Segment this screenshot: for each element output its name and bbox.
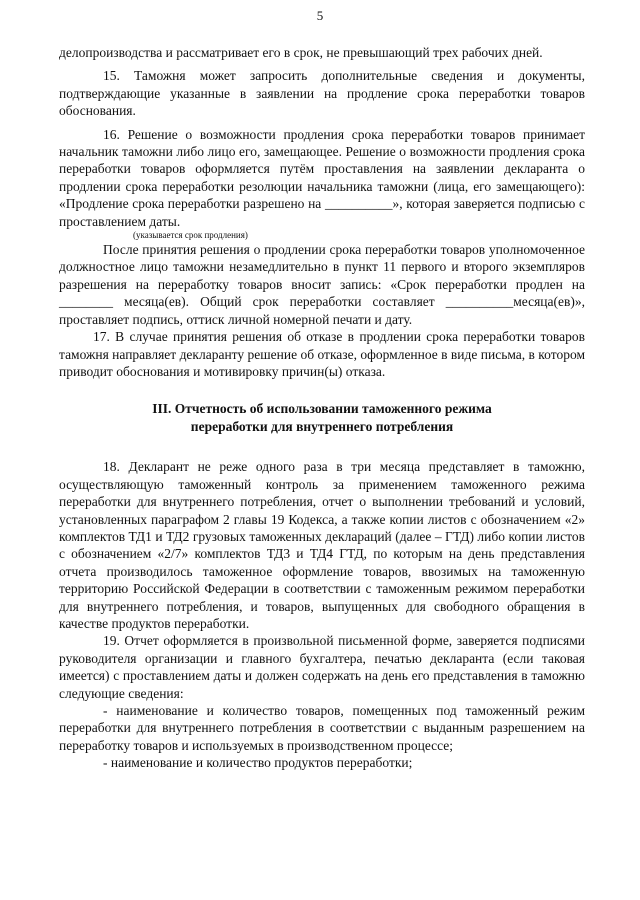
page-number: 5 bbox=[316, 8, 324, 23]
list-item-goods: - наименование и количество товаров, помещенных под таможенный режим переработки для внутреннего потребления в соответствии с выданным разрешением на переработку товаров и используемых в производственном процессе; bbox=[59, 703, 585, 753]
paragraph-19: 19. Отчет оформляется в произвольной письменной форме, заверяется подписями руководителя организации и главного бухгалтера, печатью декларанта (если таковая имеется) с проставлением даты и должен содержать на день его представления в таможню следующие сведения: bbox=[59, 633, 585, 701]
paragraph-continuation: делопроизводства и рассматривает его в срок, не превышающий трех рабочих дней. bbox=[59, 45, 543, 60]
paragraph-18: 18. Декларант не реже одного раза в три месяца представляет в таможню, осуществляющую таможенный контроль за применением таможенного режима переработки для внутреннего потребления, отчет о выполнении требований и условий, установленных параграфом 2 главы 19 Кодекса, а также копии листов с обозначением «2» комплектов ТД1 и ТД2 грузовых таможенных деклараций (далее – ГТД) либо копии листов с обозначением «2/7» комплектов ТД3 и ТД4 ГТД, по которым на день представления отчета производилось таможенное оформление товаров, ввозимых на таможенную территорию Российской Федерации в соответствии с таможенным режимом переработки для внутреннего потребления, и товаров, выпущенных для свободного обращения в качестве продуктов переработки. bbox=[59, 459, 585, 631]
blank-caption: (указывается срок продления) bbox=[133, 230, 248, 241]
paragraph-17: 17. В случае принятия решения об отказе в продлении срока переработки товаров таможня направляет декларанту решение об отказе, оформленное в виде письма, в котором приводит обоснования и мотивировку причин(ы) отказа. bbox=[59, 329, 585, 379]
document-body bbox=[59, 44, 585, 772]
paragraph-15: 15. Таможня может запросить дополнительные сведения и документы, подтверждающие указанные в заявлении на продление срока переработки товаров обоснования. bbox=[59, 68, 585, 119]
section-heading bbox=[59, 400, 585, 436]
paragraph-16-continued: После принятия решения о продлении срока переработки товаров уполномоченное должностное лицо таможни незамедлительно в пункт 11 первого и второго экземпляров разрешения на переработку товаров вносит запись: «Срок переработки продлен на ________ месяца(ев). Общий срок переработки составляет __________месяца(ев)», проставляет подпись, оттиск личной номерной печати и дату. bbox=[59, 242, 585, 327]
section-heading-line-2: переработки для внутреннего потребления bbox=[190, 419, 454, 435]
list-item-products: - наименование и количество продуктов переработки; bbox=[103, 755, 413, 771]
paragraph-16: 16. Решение о возможности продления срока переработки товаров принимает начальник таможни либо лицо его, замещающее. Решение о возможности продления срока переработки товаров оформляется путём проставления на заявлении декларанта о продлении срока переработки резолюции начальника таможни (лица, его замещающего): «Продление срока переработки разрешено на __________», которая заверяется подписью с проставлением даты. bbox=[59, 126, 585, 229]
section-heading-line-1: III. Отчетность об использовании таможенного режима bbox=[152, 401, 492, 417]
